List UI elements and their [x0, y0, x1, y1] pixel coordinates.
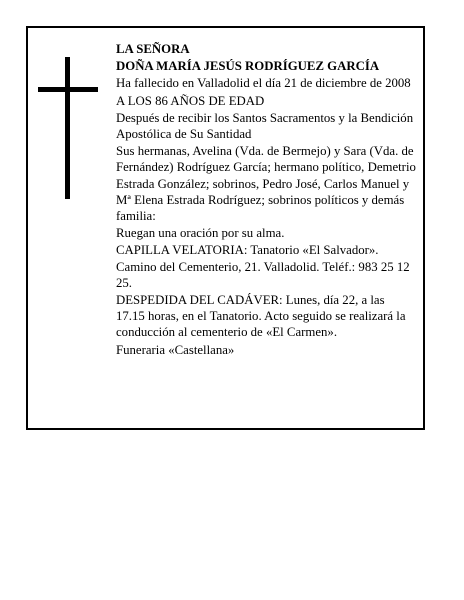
- death-statement: Ha fallecido en Valladolid el día 21 de diciembre de 2008: [116, 76, 411, 91]
- funeral-home: Funeraria «Castellana»: [116, 342, 235, 357]
- obituary-notice: [26, 26, 425, 430]
- cross-vertical-bar: [65, 57, 70, 199]
- family-list: Sus hermanas, Avelina (Vda. de Bermejo) y Sara (Vda. de Fernández) Rodríguez García; hermano político, Demetrio Estrada González; sobrinos, Pedro José, Carlos Manuel y Mª Elena Estrada Rodríguez; sobrinos políticos y demás familia:: [116, 144, 416, 224]
- cross-icon: [38, 57, 98, 199]
- notice-title: LA SEÑORA: [116, 42, 190, 56]
- obituary-text: [116, 41, 416, 359]
- deceased-name: DOÑA MARÍA JESÚS RODRÍGUEZ GARCÍA: [116, 59, 380, 74]
- cross-horizontal-bar: [38, 87, 98, 92]
- chapel-info: CAPILLA VELATORIA: Tanatorio «El Salvador». Camino del Cementerio, 21. Valladolid. Teléf.: 983 25 12 25.: [116, 243, 410, 290]
- prayer-request: Ruegan una oración por su alma.: [116, 226, 285, 241]
- sacraments-line: Después de recibir los Santos Sacramentos y la Bendición Apostólica de Su Santidad: [116, 110, 414, 142]
- age-line: A LOS 86 AÑOS DE EDAD: [116, 93, 265, 108]
- farewell-info: DESPEDIDA DEL CADÁVER: Lunes, día 22, a las 17.15 horas, en el Tanatorio. Acto seguido se realizará la conducción al cementerio de «El Carmen».: [116, 293, 406, 340]
